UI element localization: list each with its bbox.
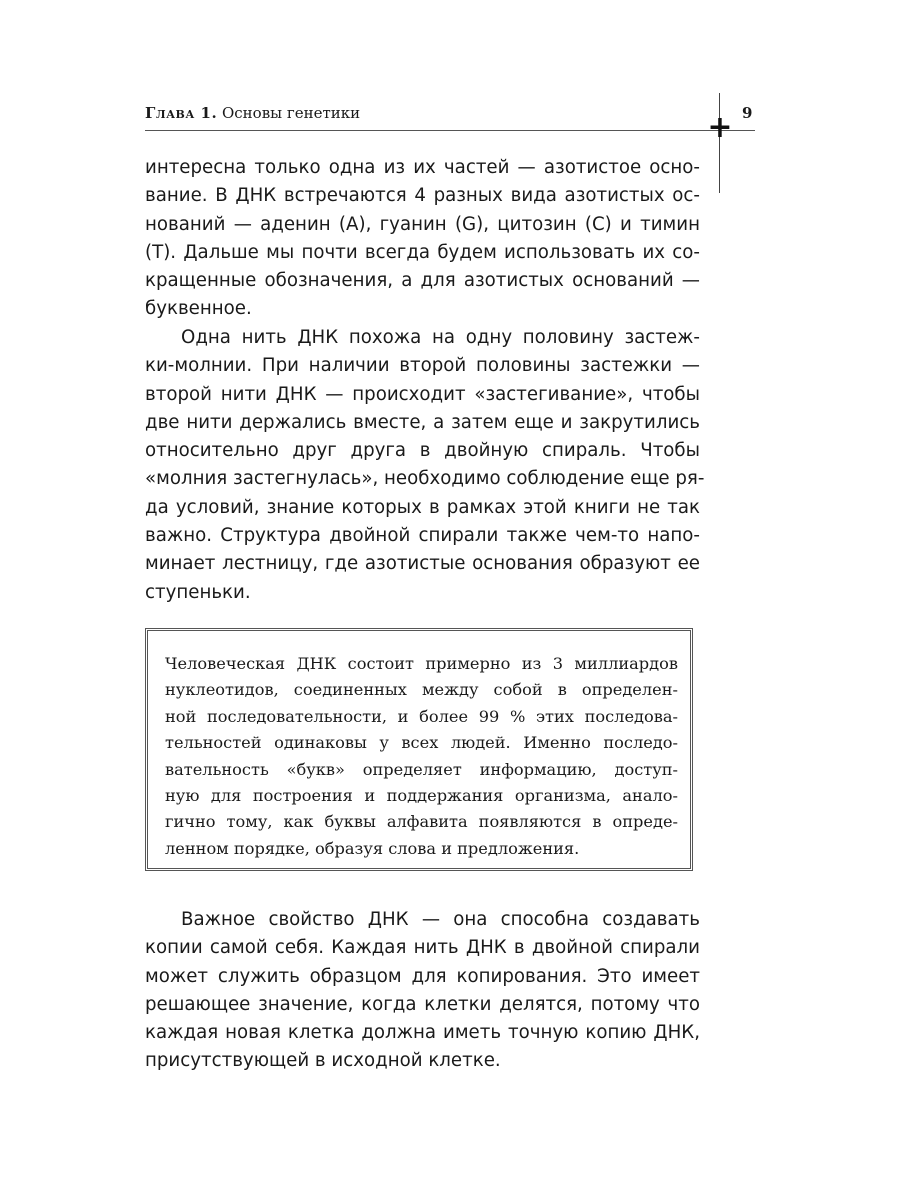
chapter-title: Основы генетики	[221, 104, 361, 122]
crop-plus-icon: +	[707, 110, 733, 145]
text-line: да условий, знание которых в рамках этой книги не так	[145, 496, 700, 518]
text-line: может служить образцом для копирования. Это имеет	[145, 965, 700, 987]
text-line: Важное свойство ДНК — она способна создавать	[181, 909, 700, 930]
text-line: присутствующей в исходной клетке.	[145, 1050, 501, 1072]
text-line: буквенное.	[145, 298, 252, 320]
text-line: вание. В ДНК встречаются 4 разных вида азотистых ос-	[145, 185, 700, 207]
callout-line: тельностей одинаковы у всех людей. Именно последо-	[165, 733, 678, 753]
text-line: интересна только одна из их частей — азотистое осно-	[145, 157, 700, 178]
header-rule	[145, 130, 755, 131]
text-line: решающее значение, когда клетки делятся, потому что	[145, 993, 700, 1015]
callout-line: ную для построения и поддержания организма, анало-	[165, 785, 678, 805]
callout-line: нуклеотидов, соединенных между собой в определен-	[165, 680, 678, 700]
text-line: ступеньки.	[145, 581, 251, 603]
text-line: кращенные обозначения, а для азотистых оснований —	[145, 270, 700, 292]
chapter-label: Глава 1.	[145, 104, 218, 122]
text-line: две нити держались вместе, а затем еще и закрутились	[145, 411, 700, 433]
text-line: нований — аденин (А), гуанин (G), цитозин (С) и тимин	[145, 213, 700, 235]
text-line: минает лестницу, где азотистые основания образуют ее	[145, 553, 700, 575]
text-line: ки-молнии. При наличии второй половины застежки —	[145, 355, 700, 377]
callout-line: вательность «букв» определяет информацию, доступ-	[165, 759, 678, 779]
running-header	[145, 104, 360, 122]
callout-line: гично тому, как буквы алфавита появляются в опреде-	[165, 812, 678, 832]
paragraph-3	[145, 906, 700, 1076]
text-line: второй нити ДНК — происходит «застегивание», чтобы	[145, 383, 700, 405]
text-line: важно. Структура двойной спирали также чем-то напо-	[145, 525, 700, 547]
text-line: (Т). Дальше мы почти всегда будем использовать их со-	[145, 241, 700, 263]
paragraph-2	[145, 324, 705, 607]
text-line: «молния застегнулась», необходимо соблюдение еще ря-	[145, 468, 705, 490]
page-number: 9	[742, 104, 753, 122]
callout-line: ной последовательности, и более 99 % этих последова-	[165, 706, 678, 726]
text-line: относительно друг друга в двойную спираль. Чтобы	[145, 440, 700, 462]
callout-line: ленном порядке, образуя слова и предложения.	[165, 838, 580, 858]
text-line: копии самой себя. Каждая нить ДНК в двойной спирали	[145, 937, 700, 959]
callout-line: Человеческая ДНК состоит примерно из 3 миллиардов	[165, 654, 678, 673]
text-line: каждая новая клетка должна иметь точную копию ДНК,	[145, 1022, 700, 1044]
callout-text	[165, 651, 678, 862]
text-line: Одна нить ДНК похожа на одну половину застеж-	[181, 327, 700, 348]
paragraph-1	[145, 154, 700, 324]
